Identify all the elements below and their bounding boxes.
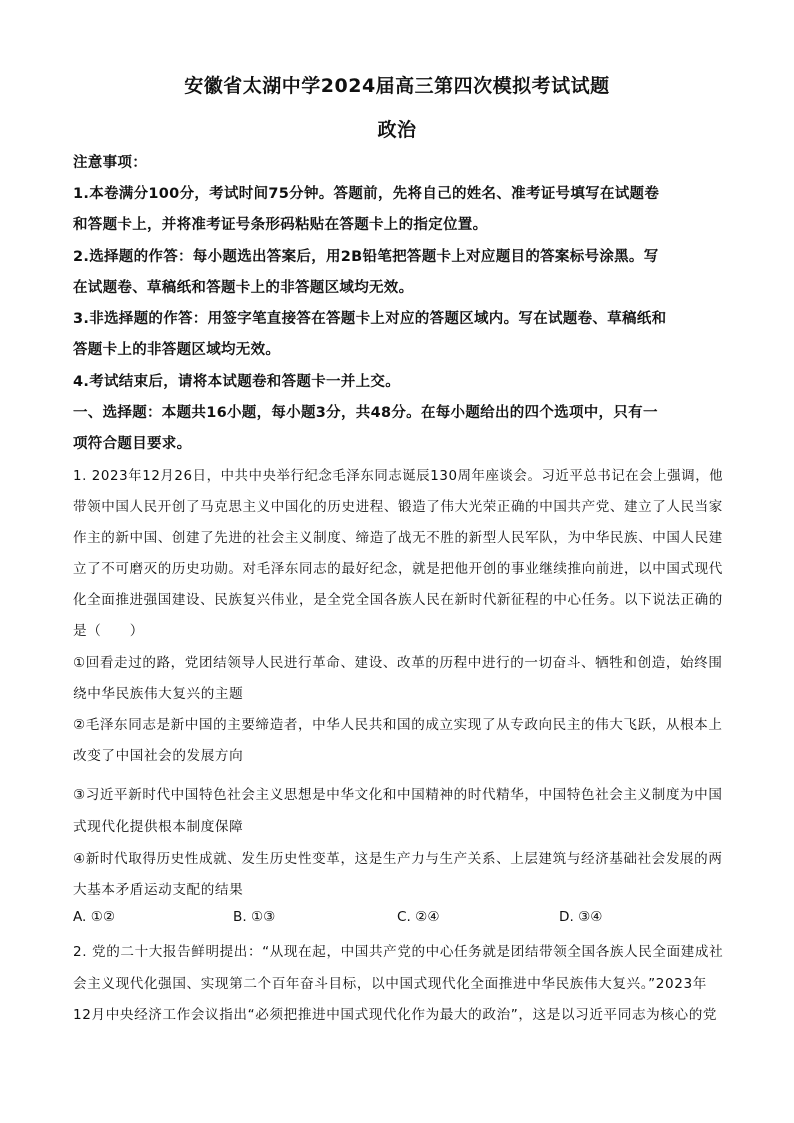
exam-title: 安徽省太湖中学2024届高三第四次模拟考试试题 [184, 75, 610, 97]
notice-line: 和答题卡上，并将准考证号条形码粘贴在答题卡上的指定位置。 [73, 217, 488, 233]
q1-statement-line: 大基本矛盾运动支配的结果 [73, 882, 244, 898]
notice-line: 3.非选择题的作答：用签字笔直接答在答题卡上对应的答题区域内。写在试题卷、草稿纸和 [73, 311, 667, 327]
q1-statement-line: 改变了中国社会的发展方向 [73, 748, 244, 764]
notice-line: 2.选择题的作答：每小题选出答案后，用2B铅笔把答题卡上对应题目的答案标号涂黑。写 [73, 249, 659, 265]
q1-stem-line: 立了不可磨灭的历史功勋。对毛泽东同志的最好纪念，就是把他开创的事业继续推向前进，以中国式现代 [73, 561, 723, 577]
q1-option-a: A. ①② [73, 909, 116, 925]
q1-statement-line: 式现代化提供根本制度保障 [73, 819, 244, 835]
section-heading: 一、选择题：本题共16小题，每小题3分，共48分。在每小题给出的四个选项中，只有一 [73, 405, 658, 421]
q1-stem-line: 带领中国人民开创了马克思主义中国化的历史进程、锻造了伟大光荣正确的中国共产党、建立了人民当家 [73, 499, 723, 515]
q1-statement-line: 绕中华民族伟大复兴的主题 [73, 686, 244, 702]
exam-subject: 政治 [377, 119, 417, 141]
q1-option-d: D. ③④ [559, 909, 603, 925]
q1-option-c: C. ②④ [397, 909, 440, 925]
notice-line: 答题卡上的非答题区域均无效。 [73, 342, 281, 358]
q1-option-b: B. ①③ [233, 909, 276, 925]
q2-stem-line: 12月中央经济工作会议指出“必须把推进中国式现代化作为最大的政治”，这是以习近平同志为核心的党 [73, 1007, 718, 1023]
section-heading: 项符合题目要求。 [73, 436, 192, 452]
q1-stem-line: 作主的新中国、创建了先进的社会主义制度、缔造了战无不胜的新型人民军队，为中华民族、中国人民建 [73, 530, 723, 546]
q1-stem-line: 是（ ） [73, 623, 144, 639]
q1-statement-line: ①回看走过的路，党团结领导人民进行革命、建设、改革的历程中进行的一切奋斗、牺牲和创造，始终围 [73, 655, 723, 671]
q1-stem-line: 1. 2023年12月26日，中共中央举行纪念毛泽东同志诞辰130周年座谈会。习近平总书记在会上强调，他 [73, 468, 724, 484]
q2-stem-line: 会主义现代化强国、实现第二个百年奋斗目标，以中国式现代化全面推进中华民族伟大复兴。”2023年 [73, 976, 707, 992]
notice-line: 1.本卷满分100分，考试时间75分钟。答题前，先将自己的姓名、准考证号填写在试题卷 [73, 186, 660, 202]
notice-line: 4.考试结束后，请将本试题卷和答题卡一并上交。 [73, 374, 400, 390]
q1-statement-line: ②毛泽东同志是新中国的主要缔造者，中华人民共和国的成立实现了从专政向民主的伟大飞跃，从根本上 [73, 717, 723, 733]
notice-line: 在试题卷、草稿纸和答题卡上的非答题区域均无效。 [73, 280, 414, 296]
q1-options [73, 909, 723, 929]
q1-statement-line: ④新时代取得历史性成就、发生历史性变革，这是生产力与生产关系、上层建筑与经济基础社会发展的两 [73, 851, 723, 867]
q1-stem-line: 化全面推进强国建设、民族复兴伟业，是全党全国各族人民在新时代新征程的中心任务。以下说法正确的 [73, 592, 723, 608]
q1-statement-line: ③习近平新时代中国特色社会主义思想是中华文化和中国精神的时代精华，中国特色社会主义制度为中国 [73, 787, 723, 803]
notice-heading: 注意事项： [73, 155, 147, 171]
q2-stem-line: 2. 党的二十大报告鲜明提出：“从现在起，中国共产党的中心任务就是团结带领全国各族人民全面建成社 [73, 944, 724, 960]
